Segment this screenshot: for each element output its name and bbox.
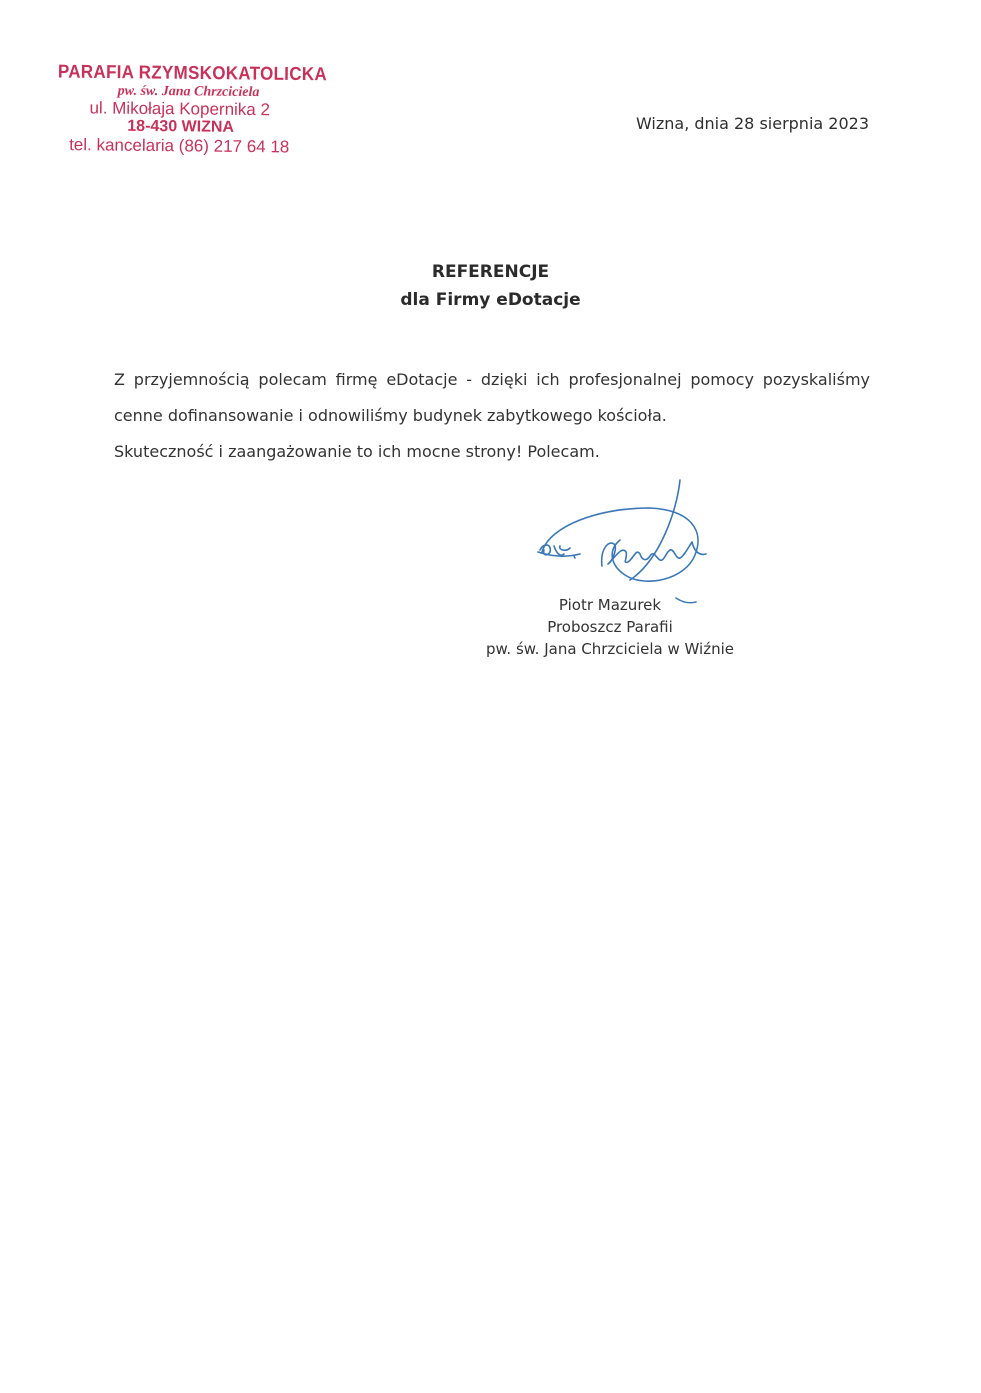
stamp-postal-city: 18-430 WIZNA: [127, 117, 235, 136]
body-line-2: cenne dofinansowanie i odnowiliśmy budynek zabytkowego kościoła.: [114, 406, 667, 425]
body-line-1: Z przyjemnością polecam firmę eDotacje - dzięki ich profesjonalnej pomocy pozyskaliśmy: [114, 370, 870, 389]
signer-name: Piotr Mazurek: [558, 596, 662, 614]
parish-stamp: [57, 62, 328, 158]
signer-role: Proboszcz Parafii: [547, 618, 673, 636]
signer-parish: pw. św. Jana Chrzciciela w Wiźnie: [486, 640, 734, 658]
letter-body: [114, 362, 870, 470]
body-line-3: Skuteczność i zaangażowanie to ich mocne strony! Polecam.: [114, 442, 600, 461]
letter-title: REFERENCJE: [431, 262, 550, 282]
stamp-phone: tel. kancelaria (86) 217 64 18: [69, 135, 290, 157]
stamp-patron: pw. św. Jana Chrzciciela: [117, 83, 260, 101]
letter-subtitle: dla Firmy eDotacje: [400, 290, 581, 310]
stamp-parish-name: PARAFIA RZYMSKOKATOLICKA: [57, 61, 328, 85]
stamp-street: ul. Mikołaja Kopernika 2: [89, 98, 271, 120]
letter-date: Wizna, dnia 28 sierpnia 2023: [635, 114, 869, 133]
signer-block: [460, 594, 760, 660]
